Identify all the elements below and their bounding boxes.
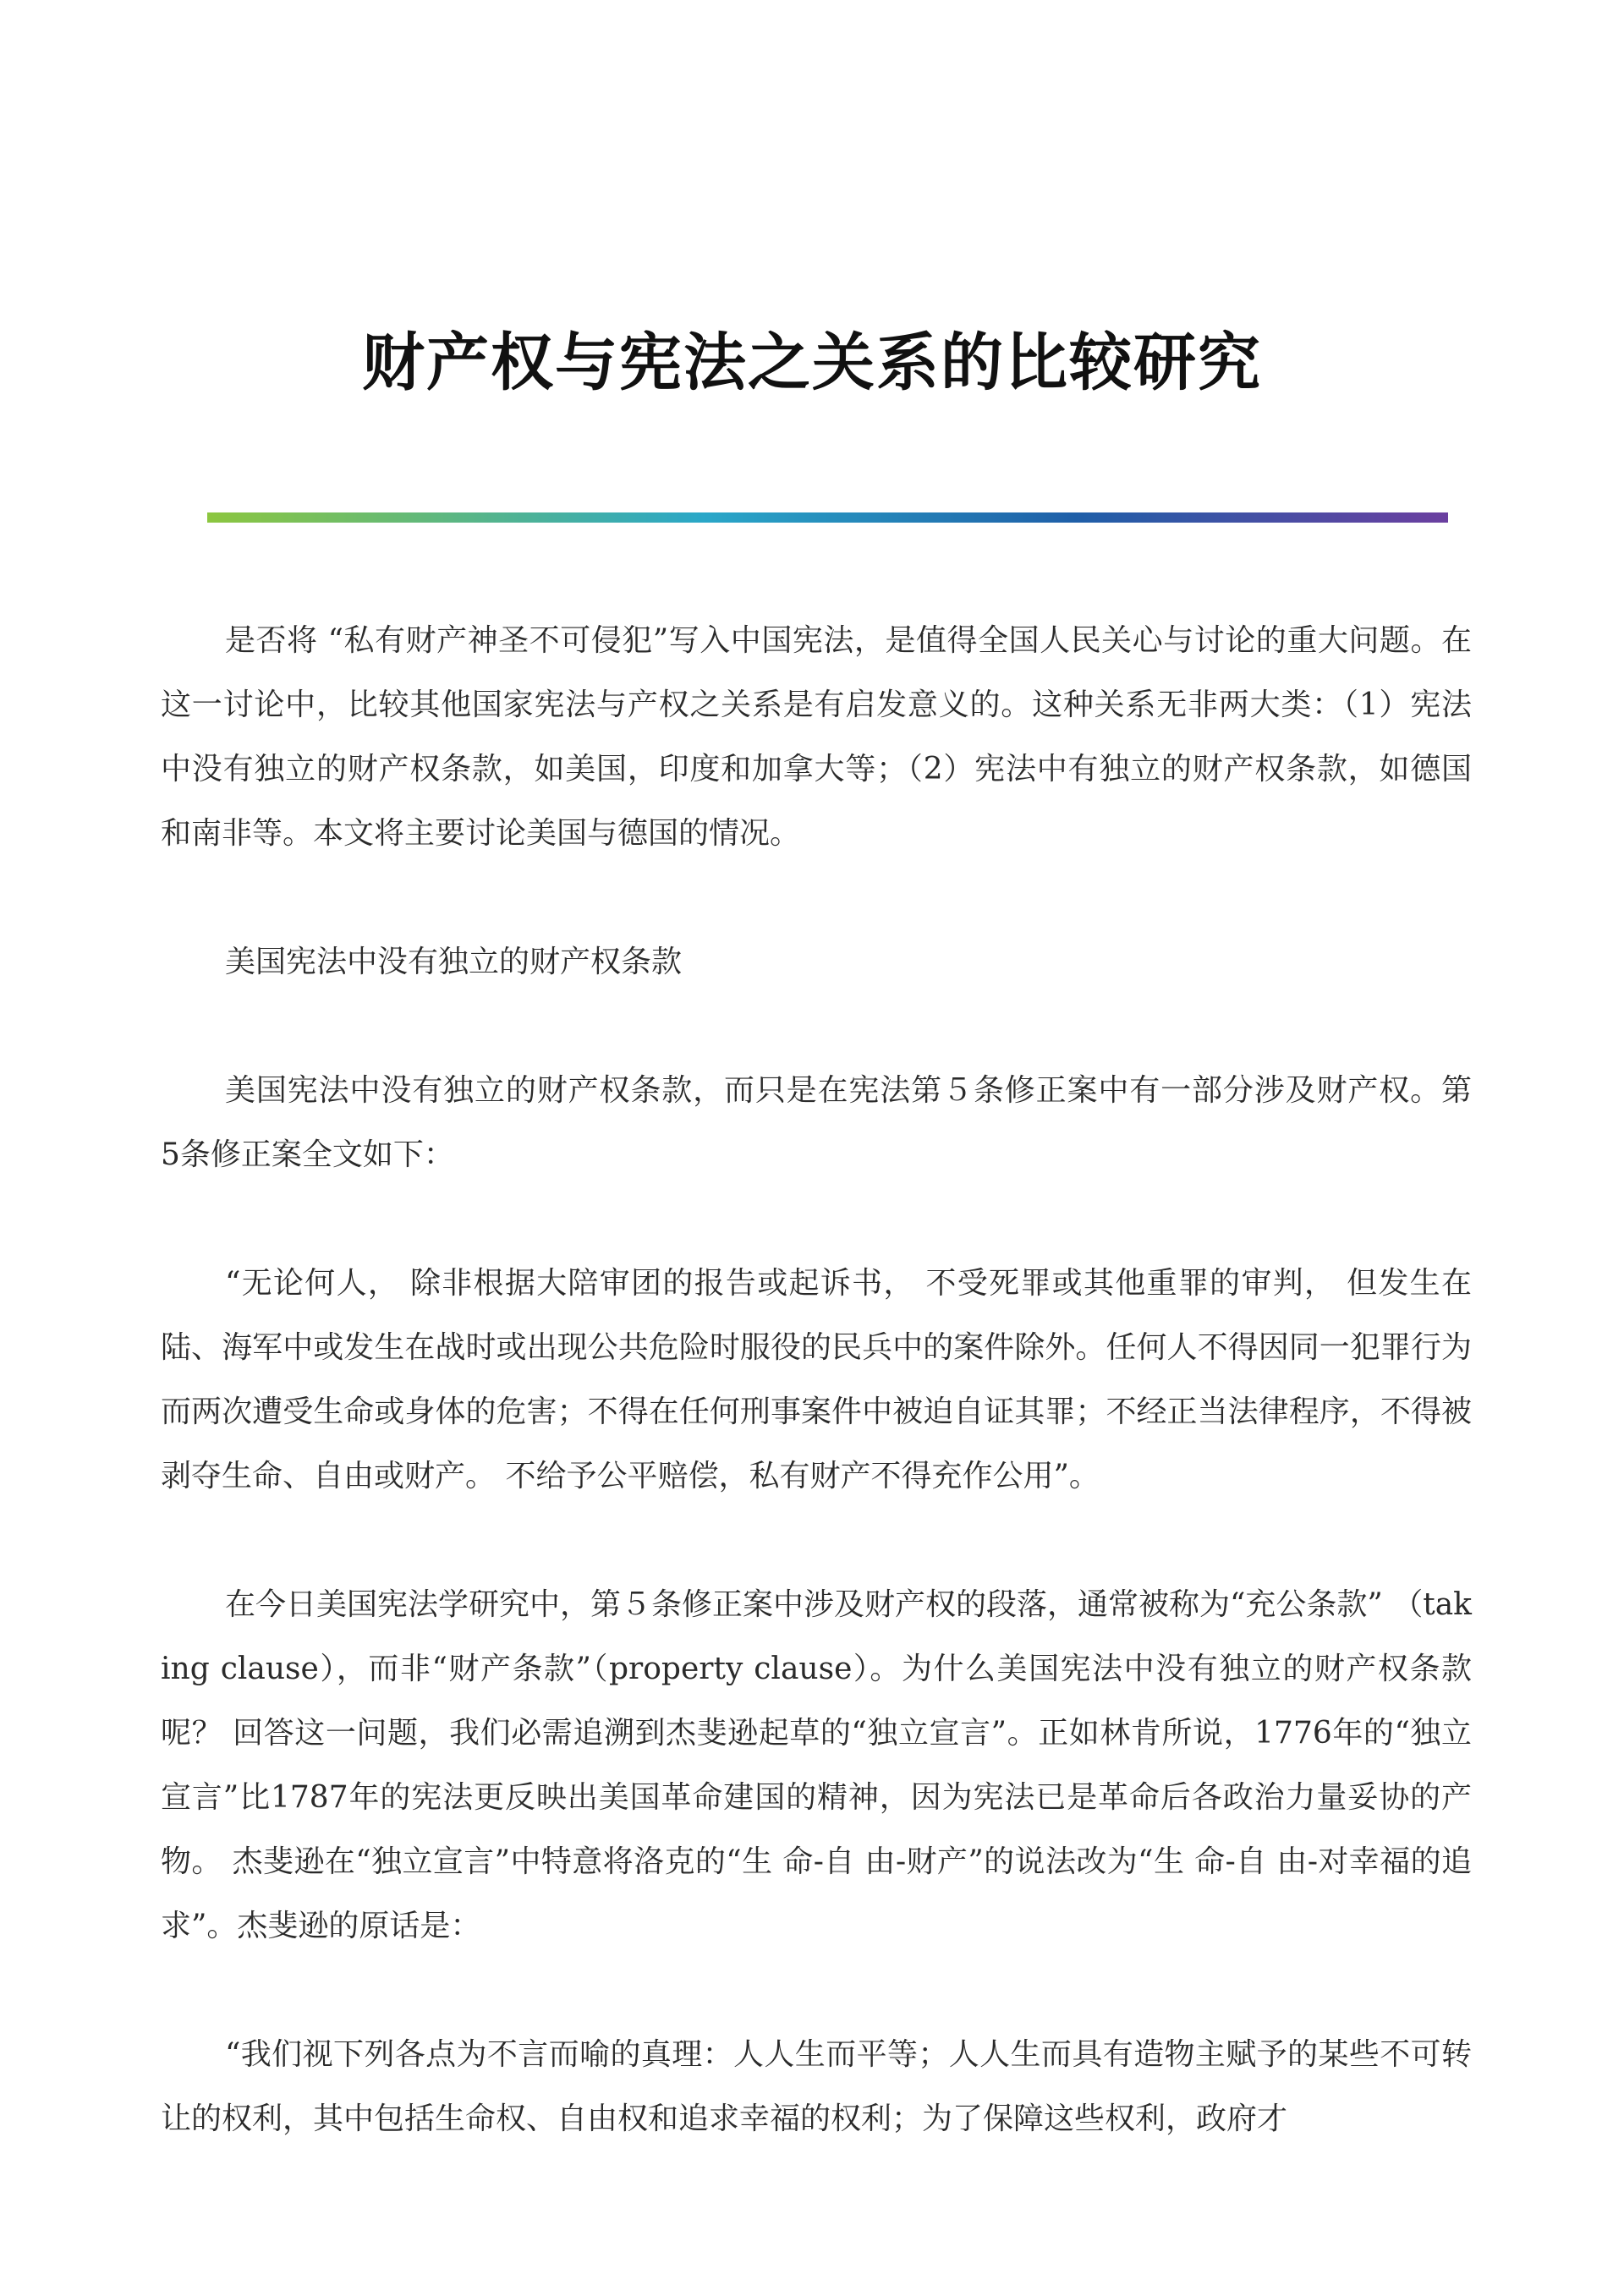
document-title: 财产权与宪法之关系的比较研究 [362,326,1262,399]
document-body [161,609,1472,2216]
paragraph-taking-clause: 在今日美国宪法学研究中，第５条修正案中涉及财产权的段落，通常被称为“充公条款” （taking clause），而非“财产条款”（property clause）。为什么美国宪法中没有独立的财产权条款呢？ 回答这一问题，我们必需追溯到杰斐逊起草的“独立宣言”。正如林肯所说，1776年的“独立宣言”比1787年的宪法更反映出美国革命建国的精神，因为宪法已是革命后各政治力量妥协的产物。 杰斐逊在“独立宣言”中特意将洛克的“生 命-自 由-财产”的说法改为“生 命-自 由-对幸福的追求”。杰斐逊的原话是： [161,1587,1472,1943]
section-heading-us-constitution: 美国宪法中没有独立的财产权条款 [225,945,683,979]
paragraph-declaration-quote: “我们视下列各点为不言而喻的真理：人人生而平等；人人生而具有造物主赋予的某些不可转让的权利，其中包括生命权、自由权和追求幸福的权利；为了保障这些权利，政府才 [161,2037,1472,2136]
paragraph-fifth-amendment-intro: 美国宪法中没有独立的财产权条款，而只是在宪法第５条修正案中有一部分涉及财产权。第 5条修正案全文如下： [161,1073,1472,1172]
title-divider-gradient [207,512,1448,523]
paragraph-fifth-amendment-quote: “无论何人， 除非根据大陪审团的报告或起诉书， 不受死罪或其他重罪的审判， 但发生在陆、海军中或发生在战时或出现公共危险时服役的民兵中的案件除外。任何人不得因同一犯罪行为而两次遭受生命或身体的危害；不得在任何刑事案件中被迫自证其罪；不经正当法律程序，不得被剥夺生命、自由或财产。 不给予公平赔偿，私有财产不得充作公用”。 [161,1266,1472,1493]
paragraph-intro: 是否将 “私有财产神圣不可侵犯”写入中国宪法，是值得全国人民关心与讨论的重大问题。在这一讨论中，比较其他国家宪法与产权之关系是有启发意义的。这种关系无非两大类：（1）宪法中没有独立的财产权条款，如美国，印度和加拿大等；（2）宪法中有独立的财产权条款，如德国和南非等。本文将主要讨论美国与德国的情况。 [161,623,1472,851]
